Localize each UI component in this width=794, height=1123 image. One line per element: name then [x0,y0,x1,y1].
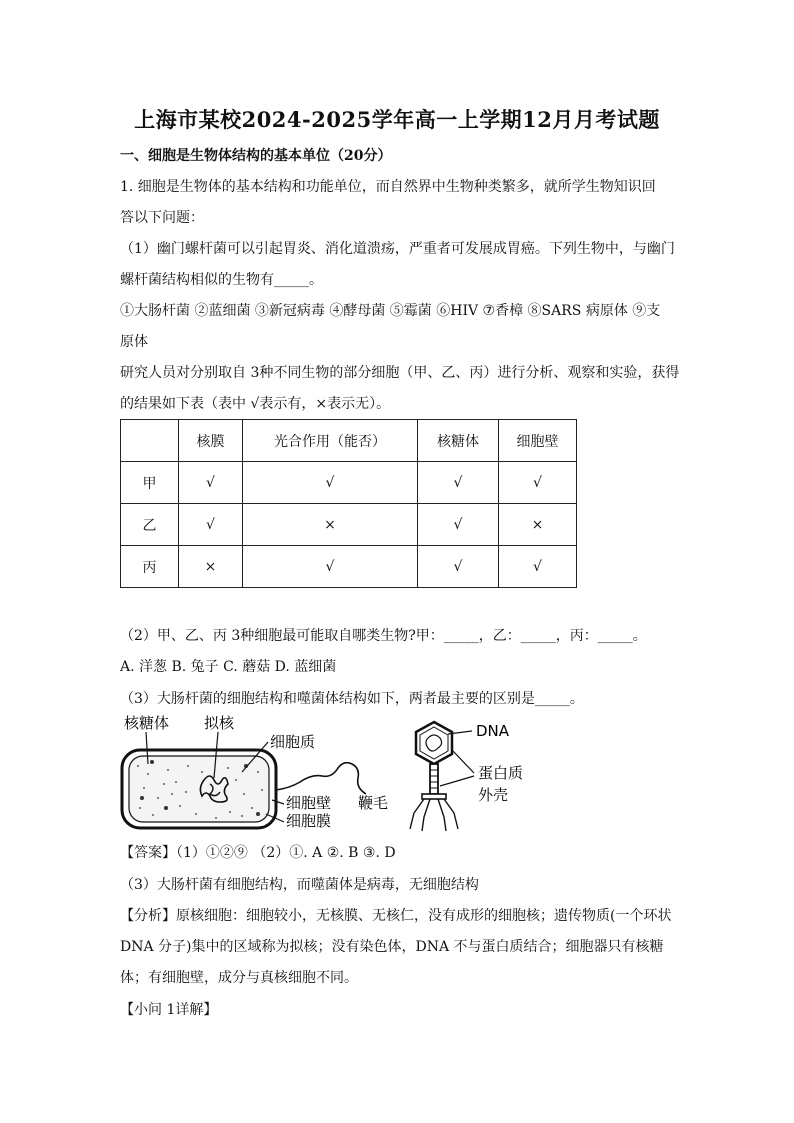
answer-line: 【答案】（1）①②⑨ （2）①. A ②. B ③. D [120,845,396,861]
cell-structure-figure [118,710,558,838]
question-1-2: （2）甲、乙、丙 3种细胞最可能取自哪类生物?甲：_____，乙：_____，丙：_____。 [120,628,647,644]
question-1-1-line1: （1）幽门螺杆菌可以引起胃炎、消化道溃疡，严重者可发展成胃癌。下列生物中，与幽门 [120,241,675,257]
answer-3-line: （3）大肠杆菌有细胞结构，而噬菌体是病毒，无细胞结构 [120,877,479,893]
section-heading: 一、细胞是生物体结构的基本单位（20分） [120,148,392,164]
table-cell: √ [179,504,243,546]
table-header-row [121,420,577,462]
table-cell: 乙 [121,504,179,546]
table-cell: 丙 [121,546,179,588]
protein-label-line2: 外壳 [478,786,509,804]
table-cell: 甲 [121,462,179,504]
cell-membrane-label: 细胞膜 [286,812,332,830]
question-1-2-options: A. 洋葱 B. 兔子 C. 蘑菇 D. 蓝细菌 [120,659,337,675]
table-cell: √ [179,462,243,504]
bacteriophage-drawing [410,722,474,831]
cell-wall-label: 细胞壁 [286,794,332,812]
ribosome-label: 核糖体 [124,714,170,732]
question-1-1-line2: 螺杆菌结构相似的生物有_____。 [120,272,323,288]
table-header-cell: 细胞壁 [499,420,577,462]
page-title: 上海市某校2024-2025学年高一上学期12月月考试题 [134,107,660,132]
options-line1: ①大肠杆菌 ②蓝细菌 ③新冠病毒 ④酵母菌 ⑤霉菌 ⑥HIV ⑦香樟 ⑧SARS 病原体 ⑨支 [120,303,661,319]
results-table [120,419,577,588]
flagellum-label: 鞭毛 [358,794,389,812]
table-header-cell: 核膜 [179,420,243,462]
analysis-line3: 体；有细胞壁，成分与真核细胞不同。 [120,970,358,986]
dna-label: DNA [476,722,510,740]
question-1-text-line1: 1. 细胞是生物体的基本结构和功能单位，而自然界中生物种类繁多，就所学生物知识回 [120,179,656,195]
table-cell: √ [418,462,499,504]
table-cell: √ [243,462,418,504]
analysis-line1: 【分析】原核细胞：细胞较小，无核膜、无核仁，没有成形的细胞核；遗传物质(一个环状 [120,908,672,924]
table-header-cell: 光合作用（能否） [243,420,418,462]
question-1-text-line2: 答以下问题： [120,210,204,226]
table-header-cell: 核糖体 [418,420,499,462]
sub-question-heading: 【小问 1详解】 [120,1002,218,1018]
table-row [121,504,577,546]
nucleoid-label: 拟核 [204,714,235,732]
table-cell: √ [418,504,499,546]
options-line2: 原体 [120,334,148,350]
table-cell: √ [499,462,577,504]
table-cell: √ [499,546,577,588]
research-line1: 研究人员对分别取自 3种不同生物的部分细胞（甲、乙、丙）进行分析、观察和实验，获得 [120,365,680,381]
analysis-line2: DNA 分子)集中的区域称为拟核；没有染色体，DNA 不与蛋白质结合；细胞器只有核糖 [120,939,664,955]
research-line2: 的结果如下表（表中 √表示有，×表示无）。 [120,396,391,412]
table-cell: × [499,504,577,546]
protein-label-line1: 蛋白质 [478,764,524,782]
table-row [121,546,577,588]
table-cell: × [179,546,243,588]
table-cell: × [243,504,418,546]
table-cell: √ [243,546,418,588]
question-1-3: （3）大肠杆菌的细胞结构和噬菌体结构如下，两者最主要的区别是_____。 [120,691,584,707]
table-row [121,462,577,504]
cytoplasm-label: 细胞质 [270,733,316,751]
table-cell: √ [418,546,499,588]
table-header-cell [121,420,179,462]
